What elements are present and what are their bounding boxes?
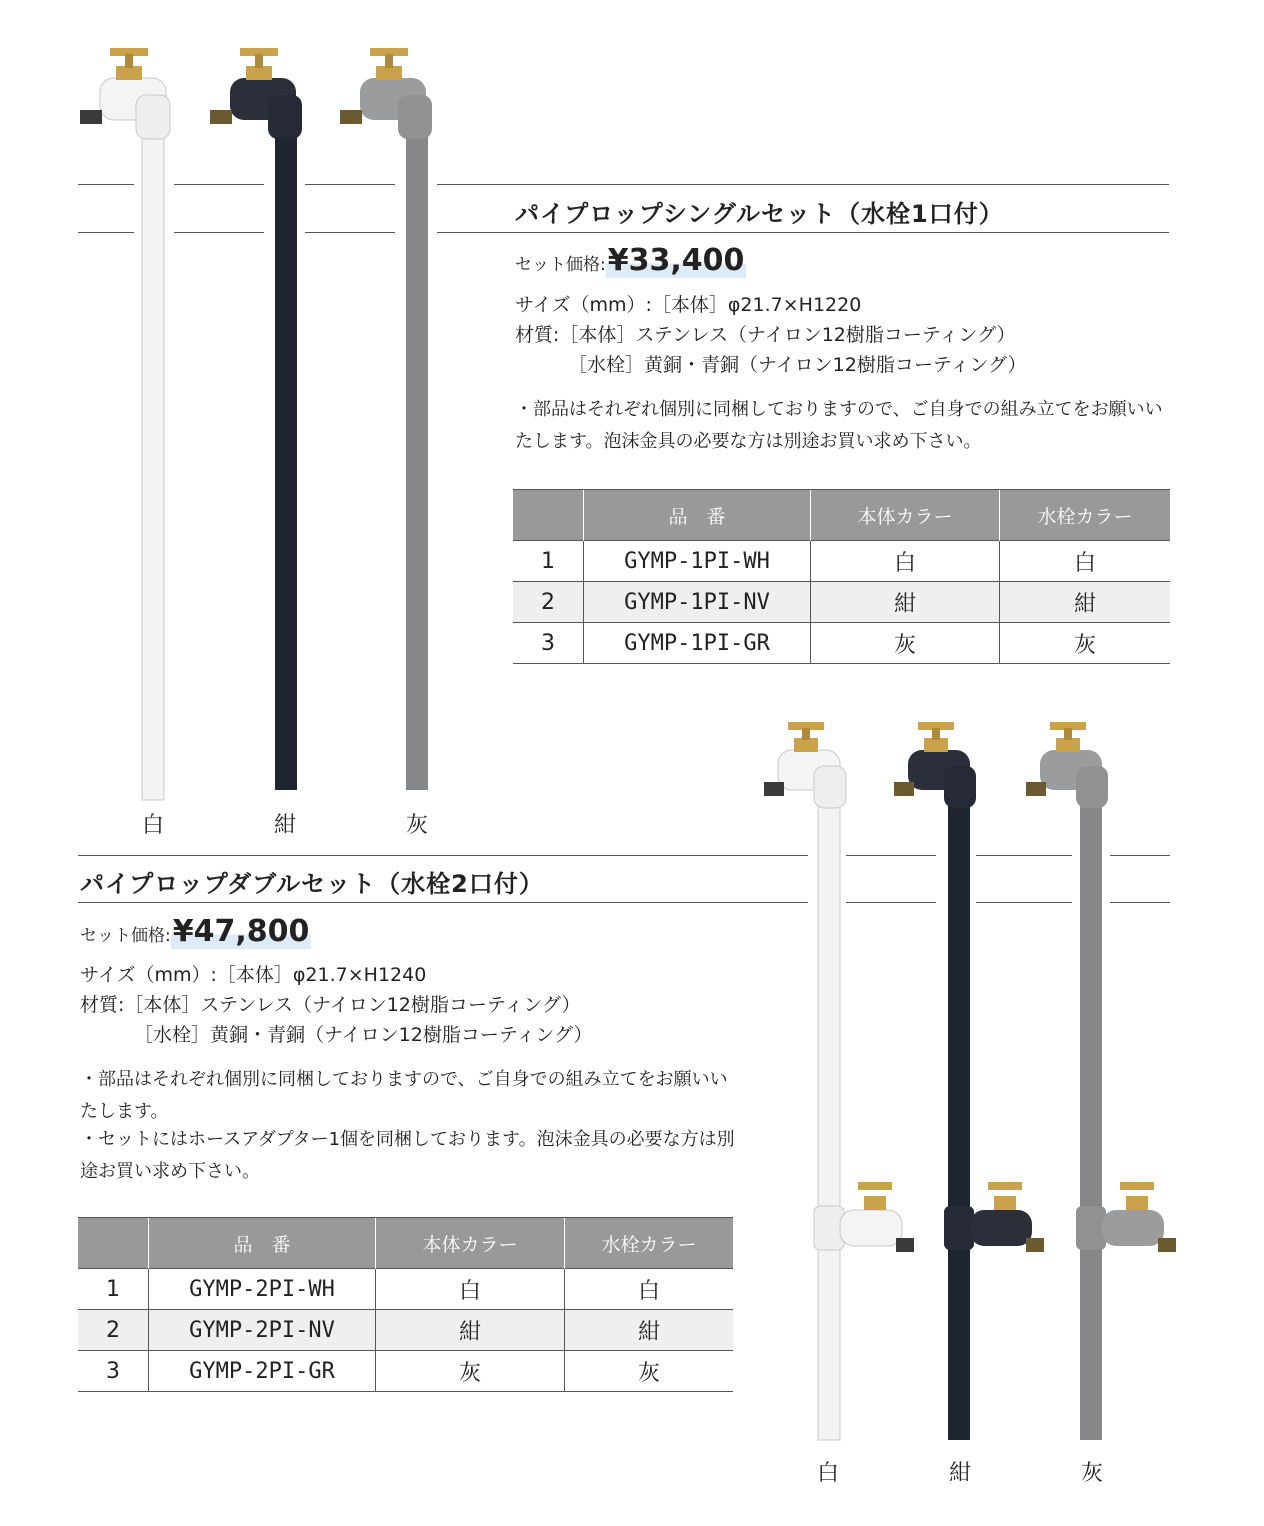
faucet-color: 灰	[565, 1351, 734, 1392]
single-bottom-rule-seg1	[78, 232, 134, 233]
single-product-table	[513, 489, 1170, 664]
row-number: 2	[513, 582, 584, 623]
body-color: 白	[376, 1269, 565, 1310]
single-product-photo	[70, 40, 450, 810]
single-bottom-rule-main	[437, 232, 1169, 233]
single-bottom-rule-seg3	[305, 232, 395, 233]
single-price-label: セット価格:	[515, 255, 606, 275]
col-faucet-color-header: 水栓カラー	[565, 1218, 734, 1269]
row-number: 3	[78, 1351, 149, 1392]
single-top-rule-seg1	[78, 184, 134, 185]
single-top-rule-seg3	[305, 184, 395, 185]
table-row	[78, 1310, 733, 1351]
single-material-2: ［水栓］黄銅・青銅（ナイロン12樹脂コーティング）	[568, 354, 1027, 376]
double-top-rule-seg2	[976, 855, 1072, 856]
col-body-color-header: 本体カラー	[811, 490, 1000, 541]
double-price-row	[80, 914, 311, 949]
double-note-1: ・部品はそれぞれ個別に同梱しておりますので、ご自身での組み立てをお願いいたします。	[80, 1069, 728, 1122]
body-color: 灰	[376, 1351, 565, 1392]
product-code: GYMP-2PI-WH	[149, 1269, 376, 1310]
faucet-color: 白	[565, 1269, 734, 1310]
single-label-white: 白	[141, 813, 164, 838]
faucet-color: 灰	[1000, 623, 1171, 664]
double-price-value: ¥47,800	[172, 914, 310, 949]
col-body-color-header: 本体カラー	[376, 1218, 565, 1269]
col-number-header	[78, 1218, 149, 1269]
row-number: 2	[78, 1310, 149, 1351]
single-top-rule-seg2	[174, 184, 264, 185]
double-bottom-rule-main	[78, 902, 808, 903]
double-top-rule-seg1	[846, 855, 936, 856]
double-top-rule-seg3	[1110, 855, 1170, 856]
double-material-1: 材質:［本体］ステンレス（ナイロン12樹脂コーティング）	[80, 994, 581, 1016]
table-row	[513, 582, 1170, 623]
double-bottom-rule-seg1	[846, 902, 936, 903]
faucet-white-double	[764, 722, 914, 1440]
double-table-header	[78, 1218, 733, 1269]
single-label-gray: 灰	[405, 813, 428, 838]
double-bottom-rule-seg3	[1110, 902, 1170, 903]
table-row	[78, 1269, 733, 1310]
single-material-1: 材質:［本体］ステンレス（ナイロン12樹脂コーティング）	[515, 324, 1016, 346]
single-price-row	[515, 243, 746, 278]
col-faucet-color-header: 水栓カラー	[1000, 490, 1171, 541]
col-number-header	[513, 490, 584, 541]
col-code-header: 品 番	[584, 490, 811, 541]
double-size: サイズ（mm）:［本体］φ21.7×H1240	[80, 964, 427, 986]
double-note-2: ・セットにはホースアダプター1個を同梱しております。泡沫金具の必要な方は別途お買い求め下さい。	[80, 1129, 735, 1182]
body-color: 白	[811, 541, 1000, 582]
single-top-rule-main	[437, 184, 1169, 185]
col-code-header: 品 番	[149, 1218, 376, 1269]
double-set-title: パイプロップダブルセット（水栓2口付）	[80, 870, 544, 898]
product-code: GYMP-1PI-GR	[584, 623, 811, 664]
double-label-gray: 灰	[1080, 1461, 1103, 1486]
double-label-navy: 紺	[948, 1461, 971, 1486]
product-code: GYMP-2PI-GR	[149, 1351, 376, 1392]
single-bottom-rule-seg2	[174, 232, 264, 233]
double-top-rule-main	[78, 855, 808, 856]
faucet-color: 白	[1000, 541, 1171, 582]
faucet-white-single	[80, 48, 170, 800]
single-table-header	[513, 490, 1170, 541]
faucet-gray-single	[340, 48, 432, 790]
single-label-navy: 紺	[273, 813, 296, 838]
double-label-white: 白	[816, 1461, 839, 1486]
double-product-table	[78, 1217, 733, 1392]
faucet-gray-double	[1026, 722, 1176, 1440]
body-color: 紺	[811, 582, 1000, 623]
double-product-photo	[760, 720, 1190, 1450]
row-number: 1	[513, 541, 584, 582]
table-row	[513, 541, 1170, 582]
faucet-color: 紺	[1000, 582, 1171, 623]
faucet-navy-double	[894, 722, 1044, 1440]
product-code: GYMP-1PI-WH	[584, 541, 811, 582]
body-color: 灰	[811, 623, 1000, 664]
product-code: GYMP-1PI-NV	[584, 582, 811, 623]
faucet-navy-single	[210, 48, 302, 790]
row-number: 3	[513, 623, 584, 664]
double-material-2: ［水栓］黄銅・青銅（ナイロン12樹脂コーティング）	[134, 1024, 593, 1046]
product-code: GYMP-2PI-NV	[149, 1310, 376, 1351]
row-number: 1	[78, 1269, 149, 1310]
double-price-label: セット価格:	[80, 926, 171, 946]
table-row	[78, 1351, 733, 1392]
double-bottom-rule-seg2	[976, 902, 1072, 903]
body-color: 紺	[376, 1310, 565, 1351]
table-row	[513, 623, 1170, 664]
single-price-value: ¥33,400	[607, 243, 745, 278]
faucet-color: 紺	[565, 1310, 734, 1351]
single-size: サイズ（mm）:［本体］φ21.7×H1220	[515, 294, 862, 316]
single-set-title: パイプロップシングルセット（水栓1口付）	[515, 200, 1004, 228]
single-note: ・部品はそれぞれ個別に同梱しておりますので、ご自身での組み立てをお願いいたします。泡沫金具の必要な方は別途お買い求め下さい。	[515, 399, 1163, 452]
